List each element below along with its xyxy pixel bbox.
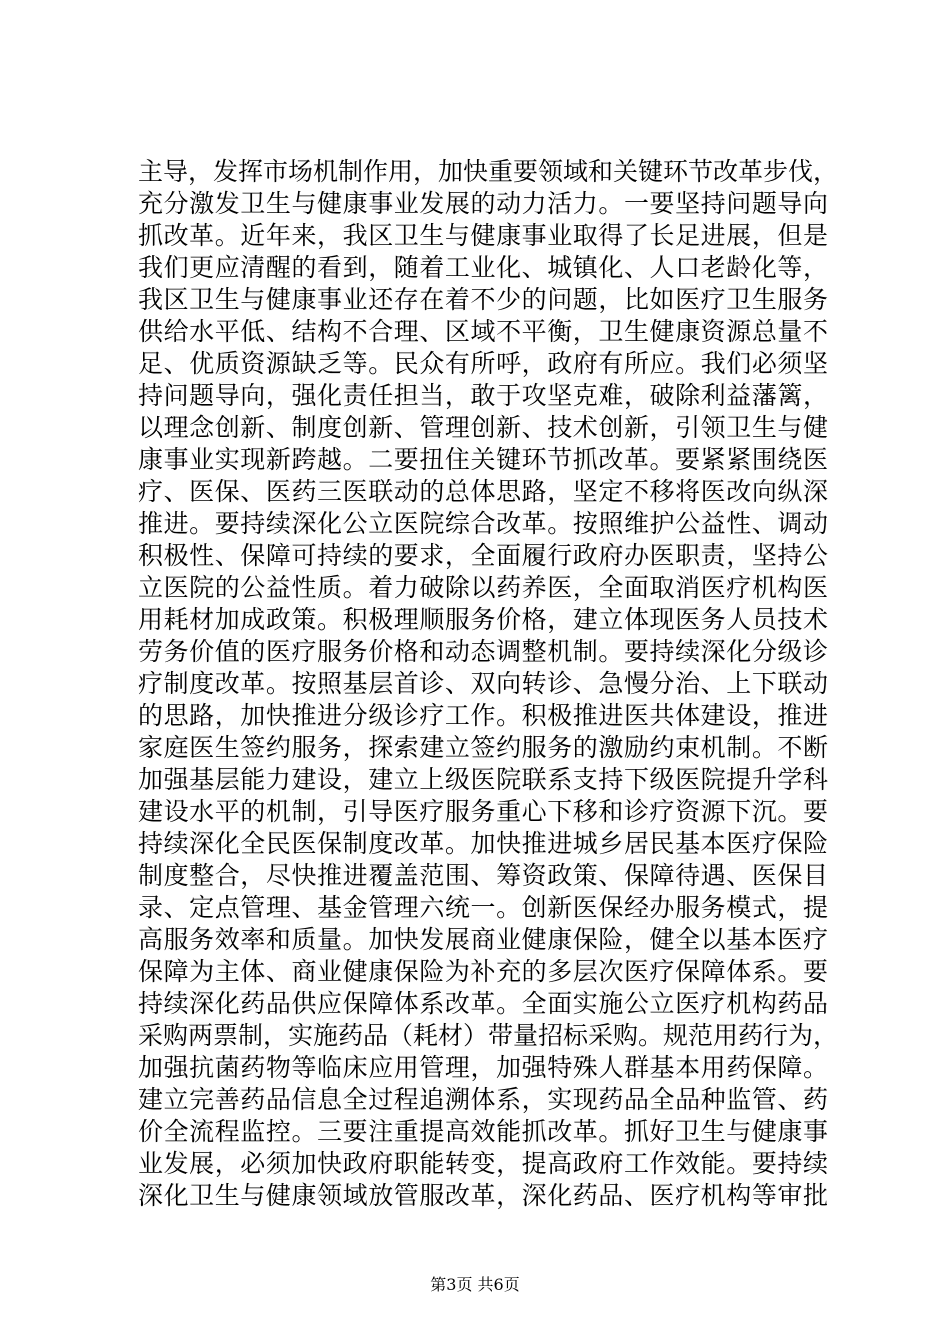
text-line: 疗制度改革。按照基层首诊、双向转诊、急慢分治、上下联动 (138, 669, 828, 698)
text-line: 用耗材加成政策。积极理顺服务价格，建立体现医务人员技术 (138, 605, 828, 634)
text-line: 持续深化药品供应保障体系改革。全面实施公立医疗机构药品 (138, 989, 828, 1018)
text-line: 保障为主体、商业健康保险为补充的多层次医疗保障体系。要 (138, 957, 828, 986)
text-line: 疗、医保、医药三医联动的总体思路，坚定不移将医改向纵深 (138, 477, 828, 506)
text-line: 高服务效率和质量。加快发展商业健康保险，健全以基本医疗 (138, 925, 828, 954)
text-line: 的思路，加快推进分级诊疗工作。积极推进医共体建设，推进 (138, 701, 828, 730)
text-line: 立医院的公益性质。着力破除以药养医，全面取消医疗机构医 (138, 573, 828, 602)
text-line: 持续深化全民医保制度改革。加快推进城乡居民基本医疗保险 (138, 829, 828, 858)
text-line: 劳务价值的医疗服务价格和动态调整机制。要持续深化分级诊 (138, 637, 828, 666)
text-line: 家庭医生签约服务，探索建立签约服务的激励约束机制。不断 (138, 733, 828, 762)
text-line: 价全流程监控。三要注重提高效能抓改革。抓好卫生与健康事 (138, 1117, 828, 1146)
text-line: 业发展，必须加快政府职能转变，提高政府工作效能。要持续 (138, 1149, 828, 1178)
text-line: 充分激发卫生与健康事业发展的动力活力。一要坚持问题导向 (138, 189, 828, 218)
text-line: 供给水平低、结构不合理、区域不平衡，卫生健康资源总量不 (138, 317, 828, 346)
page-number-footer: 第3页 共6页 (430, 1275, 520, 1294)
text-line: 以理念创新、制度创新、管理创新、技术创新，引领卫生与健 (138, 413, 828, 442)
text-line: 主导，发挥市场机制作用，加快重要领域和关键环节改革步伐， (138, 157, 839, 186)
text-line: 抓改革。近年来，我区卫生与健康事业取得了长足进展，但是 (138, 221, 828, 250)
text-line: 推进。要持续深化公立医院综合改革。按照维护公益性、调动 (138, 509, 828, 538)
text-line: 积极性、保障可持续的要求，全面履行政府办医职责，坚持公 (138, 541, 828, 570)
text-line: 制度整合，尽快推进覆盖范围、筹资政策、保障待遇、医保目 (138, 861, 828, 890)
text-line: 足、优质资源缺乏等。民众有所呼，政府有所应。我们必须坚 (138, 349, 828, 378)
text-line: 建设水平的机制，引导医疗服务重心下移和诊疗资源下沉。要 (138, 797, 828, 826)
text-line: 采购两票制，实施药品（耗材）带量招标采购。规范用药行为， (138, 1021, 839, 1050)
text-line: 建立完善药品信息全过程追溯体系，实现药品全品种监管、药 (138, 1085, 828, 1114)
text-line: 持问题导向，强化责任担当，敢于攻坚克难，破除利益藩篱， (138, 381, 828, 410)
text-line: 康事业实现新跨越。二要扭住关键环节抓改革。要紧紧围绕医 (138, 445, 828, 474)
text-line: 我们更应清醒的看到，随着工业化、城镇化、人口老龄化等， (138, 253, 828, 282)
text-line: 加强抗菌药物等临床应用管理，加强特殊人群基本用药保障。 (138, 1053, 828, 1082)
document-body (138, 156, 839, 1212)
text-line: 深化卫生与健康领域放管服改革，深化药品、医疗机构等审批 (138, 1181, 828, 1210)
text-line: 录、定点管理、基金管理六统一。创新医保经办服务模式，提 (138, 893, 828, 922)
text-line: 我区卫生与健康事业还存在着不少的问题，比如医疗卫生服务 (138, 285, 828, 314)
text-line: 加强基层能力建设，建立上级医院联系支持下级医院提升学科 (138, 765, 828, 794)
